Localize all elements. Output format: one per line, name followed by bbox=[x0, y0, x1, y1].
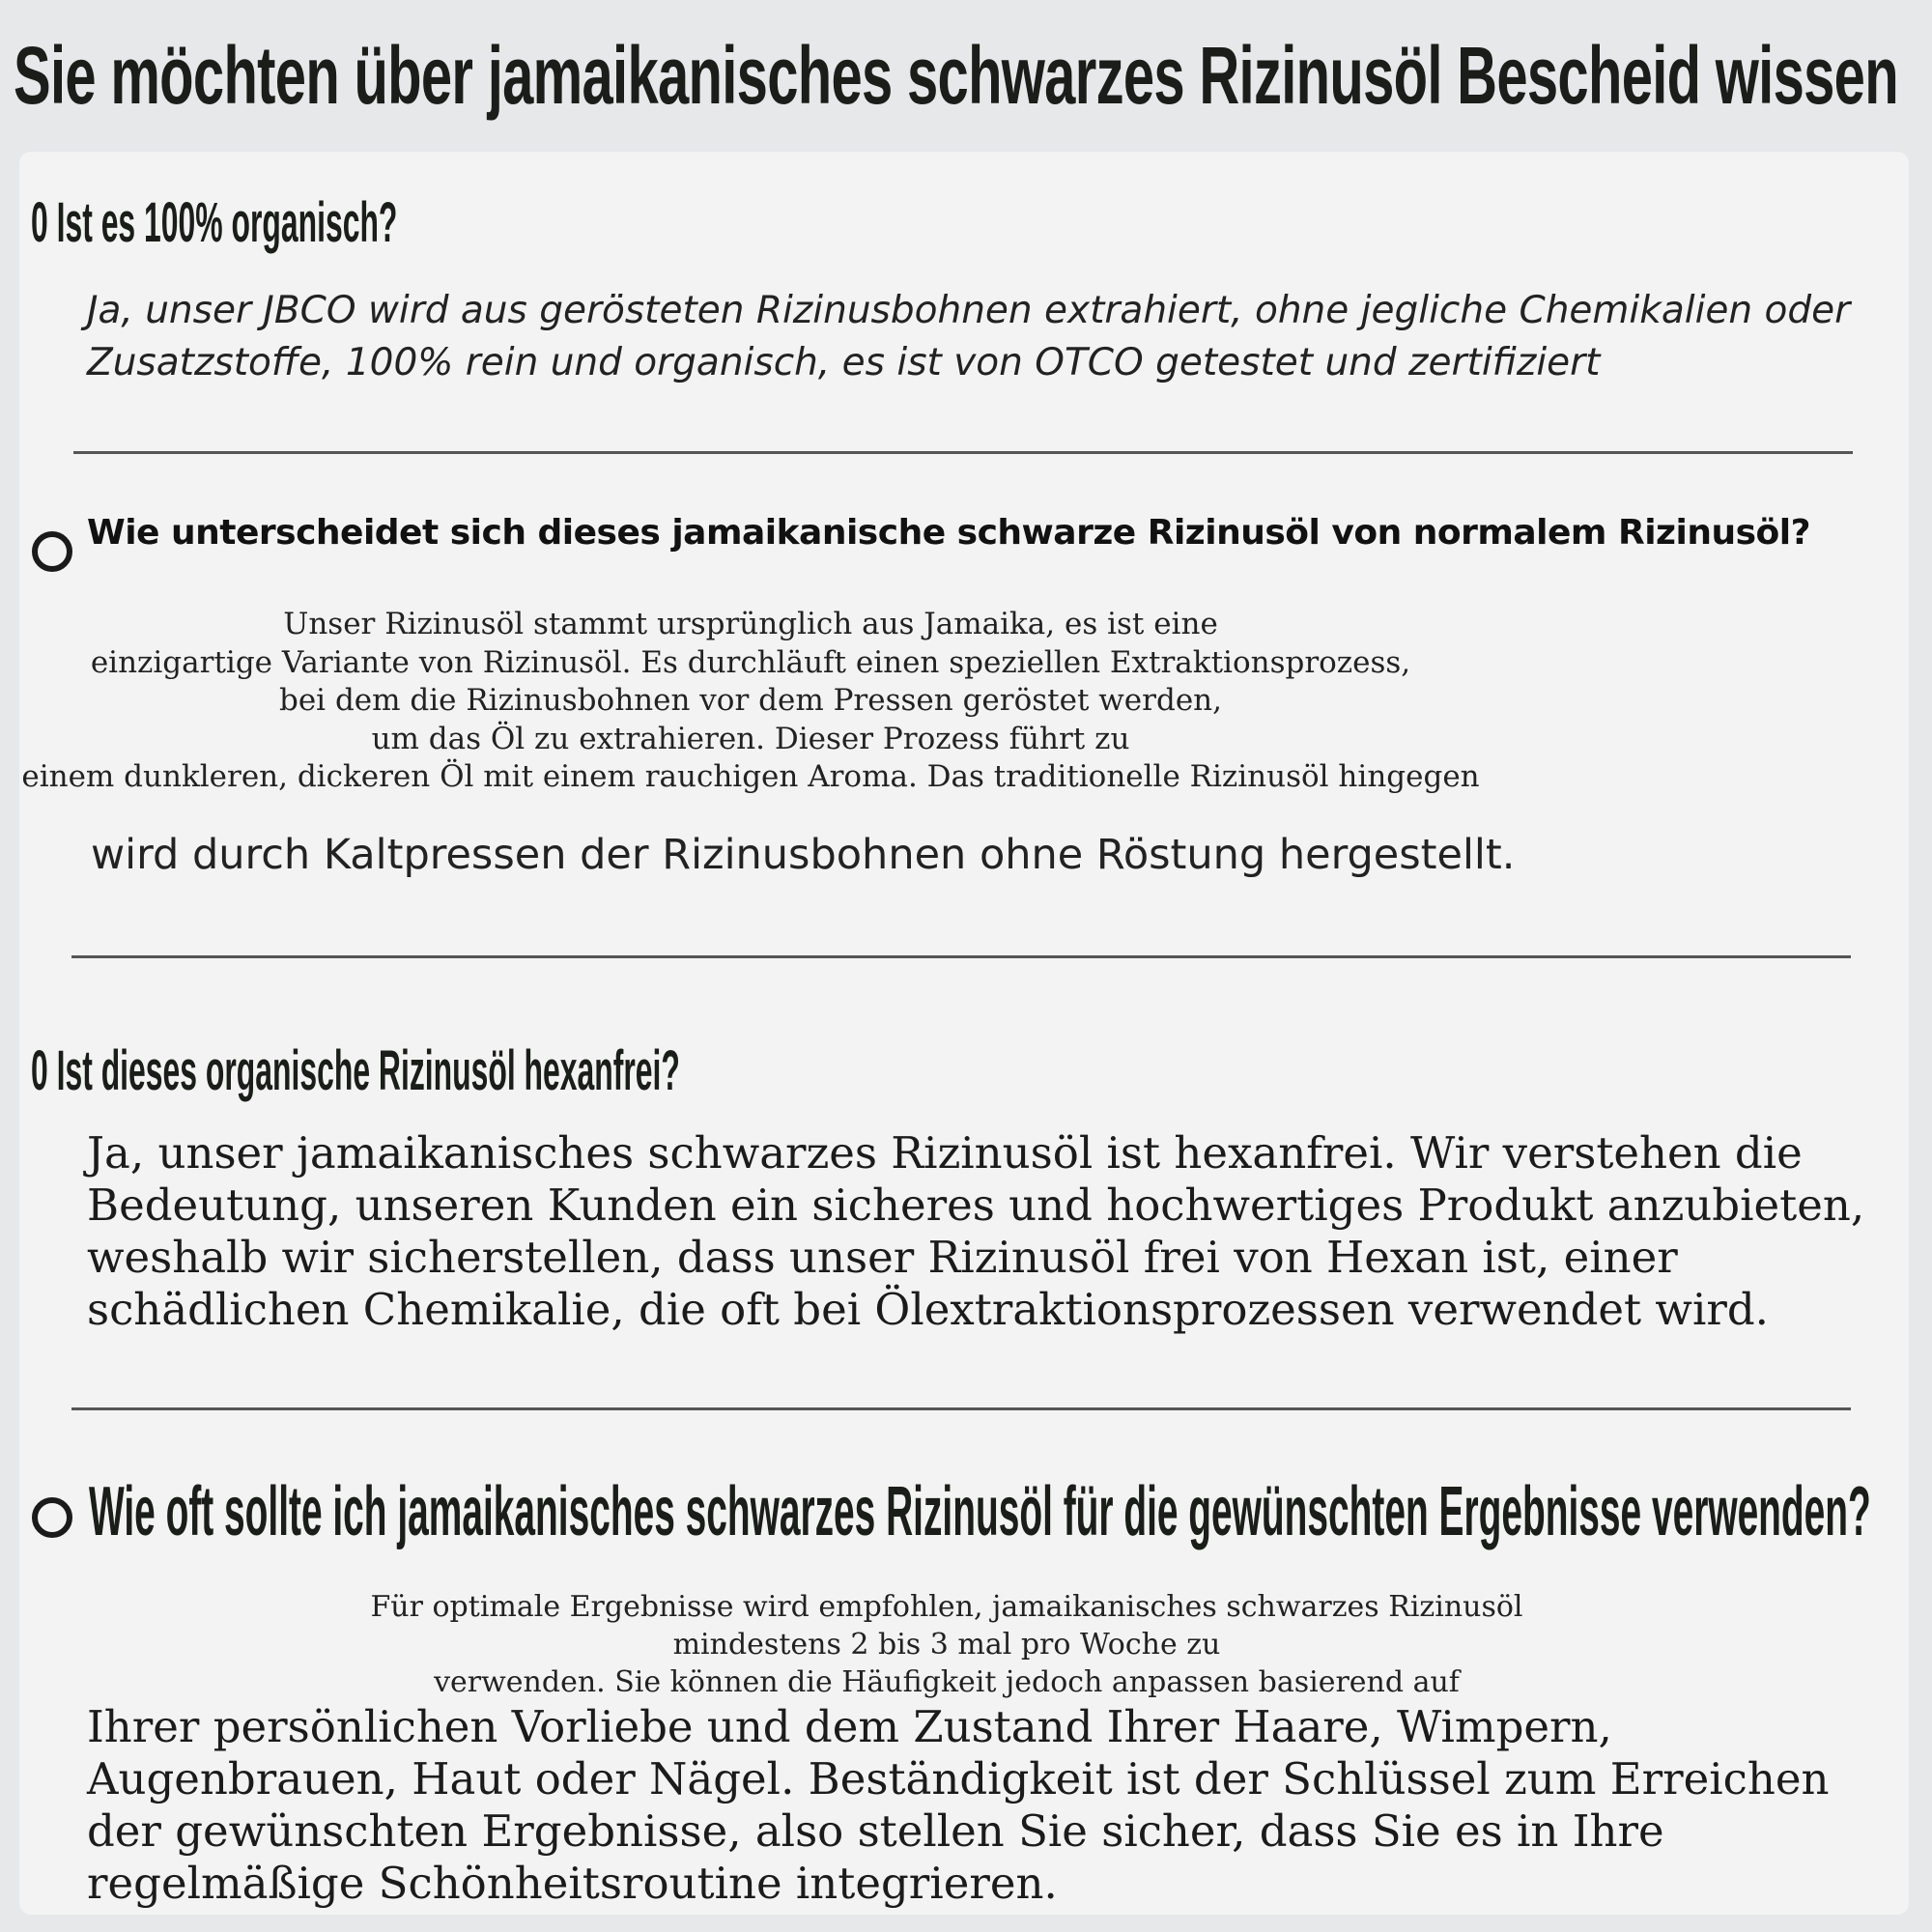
faq-answer-hexane: Ja, unser jamaikanisches schwarzes Rizinusöl ist hexanfrei. Wir verstehen die Bedeutung, unseren Kunden ein sicheres und hochwertiges Produkt anzubieten, weshalb wir sicherstellen, dass unser Rizinusöl frei von Hexan ist, einer schädlichen Chemikalie, die oft bei Ölextraktionsprozessen verwendet wird. bbox=[87, 1127, 1865, 1335]
faq-answer-difference bbox=[19, 606, 1482, 797]
answer-line: bei dem die Rizinusbohnen vor dem Pressen geröstet werden, bbox=[278, 683, 1222, 718]
faq-answer-frequency-tail: Ihrer persönlichen Vorliebe und dem Zustand Ihrer Haare, Wimpern, Augenbrauen, Haut oder Nägel. Beständigkeit ist der Schlüssel zum Erreichen der gewünschten Ergebnisse, also stellen Sie sicher, dass Sie es in Ihre regelmäßige Schönheitsroutine integrieren. bbox=[87, 1701, 1830, 1909]
divider bbox=[71, 955, 1851, 958]
faq-question-difference: Wie unterscheidet sich dieses jamaikanische schwarze Rizinusöl von normalem Rizinusöl? bbox=[87, 513, 1810, 553]
circle-outline-icon bbox=[32, 1497, 72, 1538]
faq-answer-difference-tail: wird durch Kaltpressen der Rizinusbohnen ohne Röstung hergestellt. bbox=[91, 831, 1516, 879]
answer-line: mindestens 2 bis 3 mal pro Woche zu bbox=[672, 1628, 1221, 1662]
answer-line: einem dunkleren, dickeren Öl mit einem rauchigen Aroma. Das traditionelle Rizinusöl hingegen bbox=[21, 759, 1480, 794]
faq-question-hexane: 0 Ist dieses organische Rizinusöl hexanfrei? bbox=[31, 1039, 680, 1102]
circle-outline-icon bbox=[32, 531, 72, 572]
answer-line: einzigartige Variante von Rizinusöl. Es durchläuft einen speziellen Extraktionsprozess, bbox=[90, 644, 1411, 680]
faq-question-frequency: Wie oft sollte ich jamaikanisches schwarzes Rizinusöl für die gewünschten Ergebnisse verwenden? bbox=[89, 1473, 1871, 1550]
answer-line: Für optimale Ergebnisse wird empfohlen, jamaikanisches schwarzes Rizinusöl bbox=[370, 1590, 1523, 1624]
faq-answer-organic: Ja, unser JBCO wird aus gerösteten Rizinusbohnen extrahiert, ohne jegliche Chemikalien oder Zusatzstoffe, 100% rein und organisch, es ist von OTCO getestet und zertifiziert bbox=[87, 289, 1851, 384]
page-title: Sie möchten über jamaikanisches schwarzes Rizinusöl Bescheid wissen bbox=[14, 30, 1898, 121]
answer-line: um das Öl zu extrahieren. Dieser Prozess führt zu bbox=[371, 721, 1130, 756]
answer-line: Unser Rizinusöl stammt ursprünglich aus Jamaika, es ist eine bbox=[283, 607, 1218, 641]
divider bbox=[71, 1407, 1851, 1410]
faq-card bbox=[19, 152, 1909, 1915]
faq-answer-frequency bbox=[19, 1588, 1874, 1701]
answer-line: verwenden. Sie können die Häufigkeit jedoch anpassen basierend auf bbox=[434, 1665, 1460, 1699]
divider bbox=[73, 451, 1853, 454]
faq-question-organic: 0 Ist es 100% organisch? bbox=[31, 191, 398, 254]
